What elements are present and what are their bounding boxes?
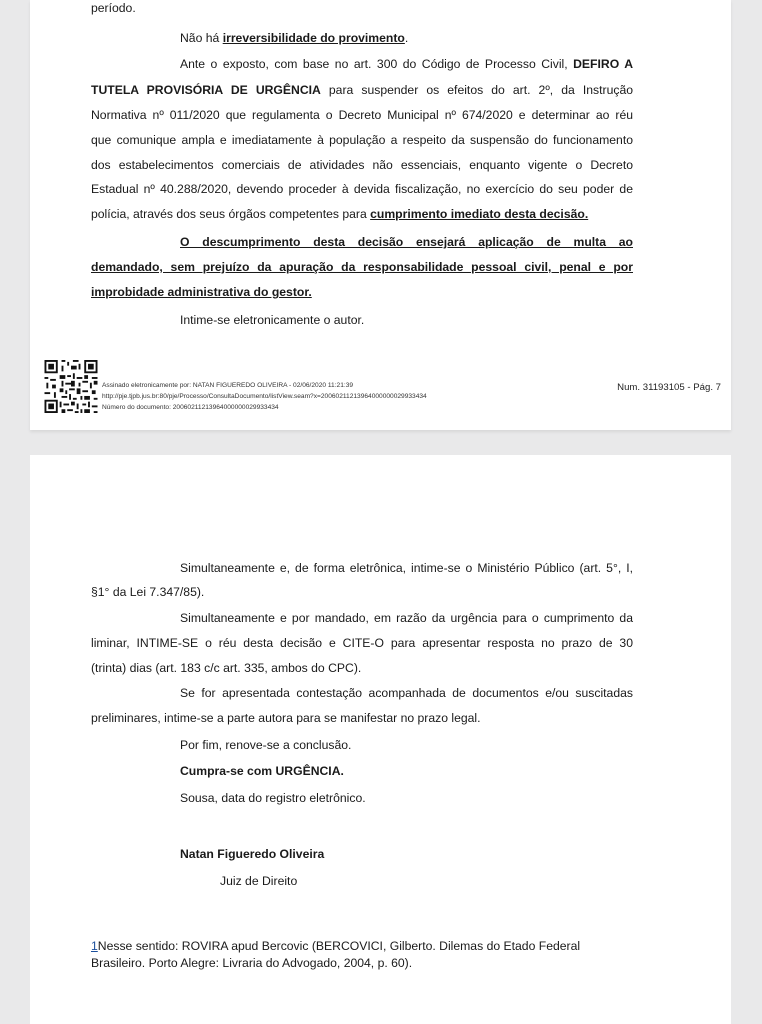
signature-role: Juiz de Direito <box>220 874 298 888</box>
paragraph-contestacao-line1: Se for apresentada contestação acompanhada de documentos e/ou suscitadas <box>180 686 633 700</box>
page-number: Num. 31193105 - Pág. 7 <box>617 382 721 393</box>
footnote-line1: 1Nesse sentido: ROVIRA apud Bercovic (BERCOVICI, Gilberto. Dilemas do Etado Federal <box>91 939 581 953</box>
paragraph-cumpra-se: Cumpra-se com URGÊNCIA. <box>180 764 344 778</box>
paragraph-mp-line2: §1° da Lei 7.347/85). <box>91 585 205 599</box>
paragraph-mandado-line1: Simultaneamente e por mandado, em razão da urgência para o cumprimento da <box>180 611 633 625</box>
paragraph-por-fim: Por fim, renove-se a conclusão. <box>180 738 352 752</box>
paragraph-ante-line6: Estadual nº 40.288/2020, devendo proceder à devida fiscalização, no exercício do seu poder de <box>91 182 633 196</box>
document-page-8 <box>30 455 731 1024</box>
signature-name: Natan Figueredo Oliveira <box>180 847 325 861</box>
footnote-line2: Brasileiro. Porto Alegre: Livraria do Advogado, 2004, p. 60). <box>91 956 413 970</box>
document-page-7 <box>30 0 731 430</box>
text-periodo: período. <box>91 1 136 15</box>
paragraph-ante-line4: que comunique ampla e imediatamente à população a respeito da suspensão do funcionamento <box>91 133 633 147</box>
footer-document-number: Número do documento: 20060211213964000000029933434 <box>102 404 279 411</box>
paragraph-contestacao-line2: preliminares, intime-se a parte autora para se manifestar no prazo legal. <box>91 711 481 725</box>
paragraph-descumprimento-line2: demandado, sem prejuízo da apuração da responsabilidade pessoal civil, penal e por <box>91 260 633 274</box>
paragraph-ante-line5: dos estabelecimentos comerciais de atividades não essenciais, enquanto vigente o Decreto <box>91 158 633 172</box>
footer-signed-by: Assinado eletronicamente por: NATAN FIGUEREDO OLIVEIRA - 02/06/2020 11:21:39 <box>102 382 354 389</box>
qr-code-icon <box>43 360 99 413</box>
paragraph-mp-line1: Simultaneamente e, de forma eletrônica, intime-se o Ministério Público (art. 5°, I, <box>180 561 633 575</box>
footer-url[interactable]: http://pje.tjpb.jus.br:80/pje/Processo/ConsultaDocumento/listView.seam?x=20060211213964000000029933434 <box>102 393 427 400</box>
paragraph-irreversibilidade: Não há irreversibilidade do provimento. <box>180 31 409 45</box>
paragraph-mandado-line2: liminar, INTIME-SE o réu desta decisão e CITE-O para apresentar resposta no prazo de 30 <box>91 636 633 650</box>
paragraph-ante-line2: TUTELA PROVISÓRIA DE URGÊNCIA para suspender os efeitos do art. 2º, da Instrução <box>91 83 633 97</box>
paragraph-ante-line7: polícia, através dos seus órgãos competentes para cumprimento imediato desta decisão. <box>91 207 589 221</box>
paragraph-sousa: Sousa, data do registro eletrônico. <box>180 791 366 805</box>
paragraph-ante-line3: Normativa nº 011/2020 que regulamenta o Decreto Municipal nº 674/2020 e determinar ao réu <box>91 108 633 122</box>
paragraph-descumprimento-line3: improbidade administrativa do gestor. <box>91 285 312 299</box>
paragraph-ante-line1: Ante o exposto, com base no art. 300 do Código de Processo Civil, DEFIRO A <box>180 57 634 71</box>
paragraph-intime-autor: Intime-se eletronicamente o autor. <box>180 313 365 327</box>
paragraph-mandado-line3: (trinta) dias (art. 183 c/c art. 335, ambos do CPC). <box>91 661 362 675</box>
footnote-ref-link[interactable]: 1 <box>91 939 98 953</box>
paragraph-descumprimento-line1: O descumprimento desta decisão ensejará aplicação de multa ao <box>180 235 633 249</box>
